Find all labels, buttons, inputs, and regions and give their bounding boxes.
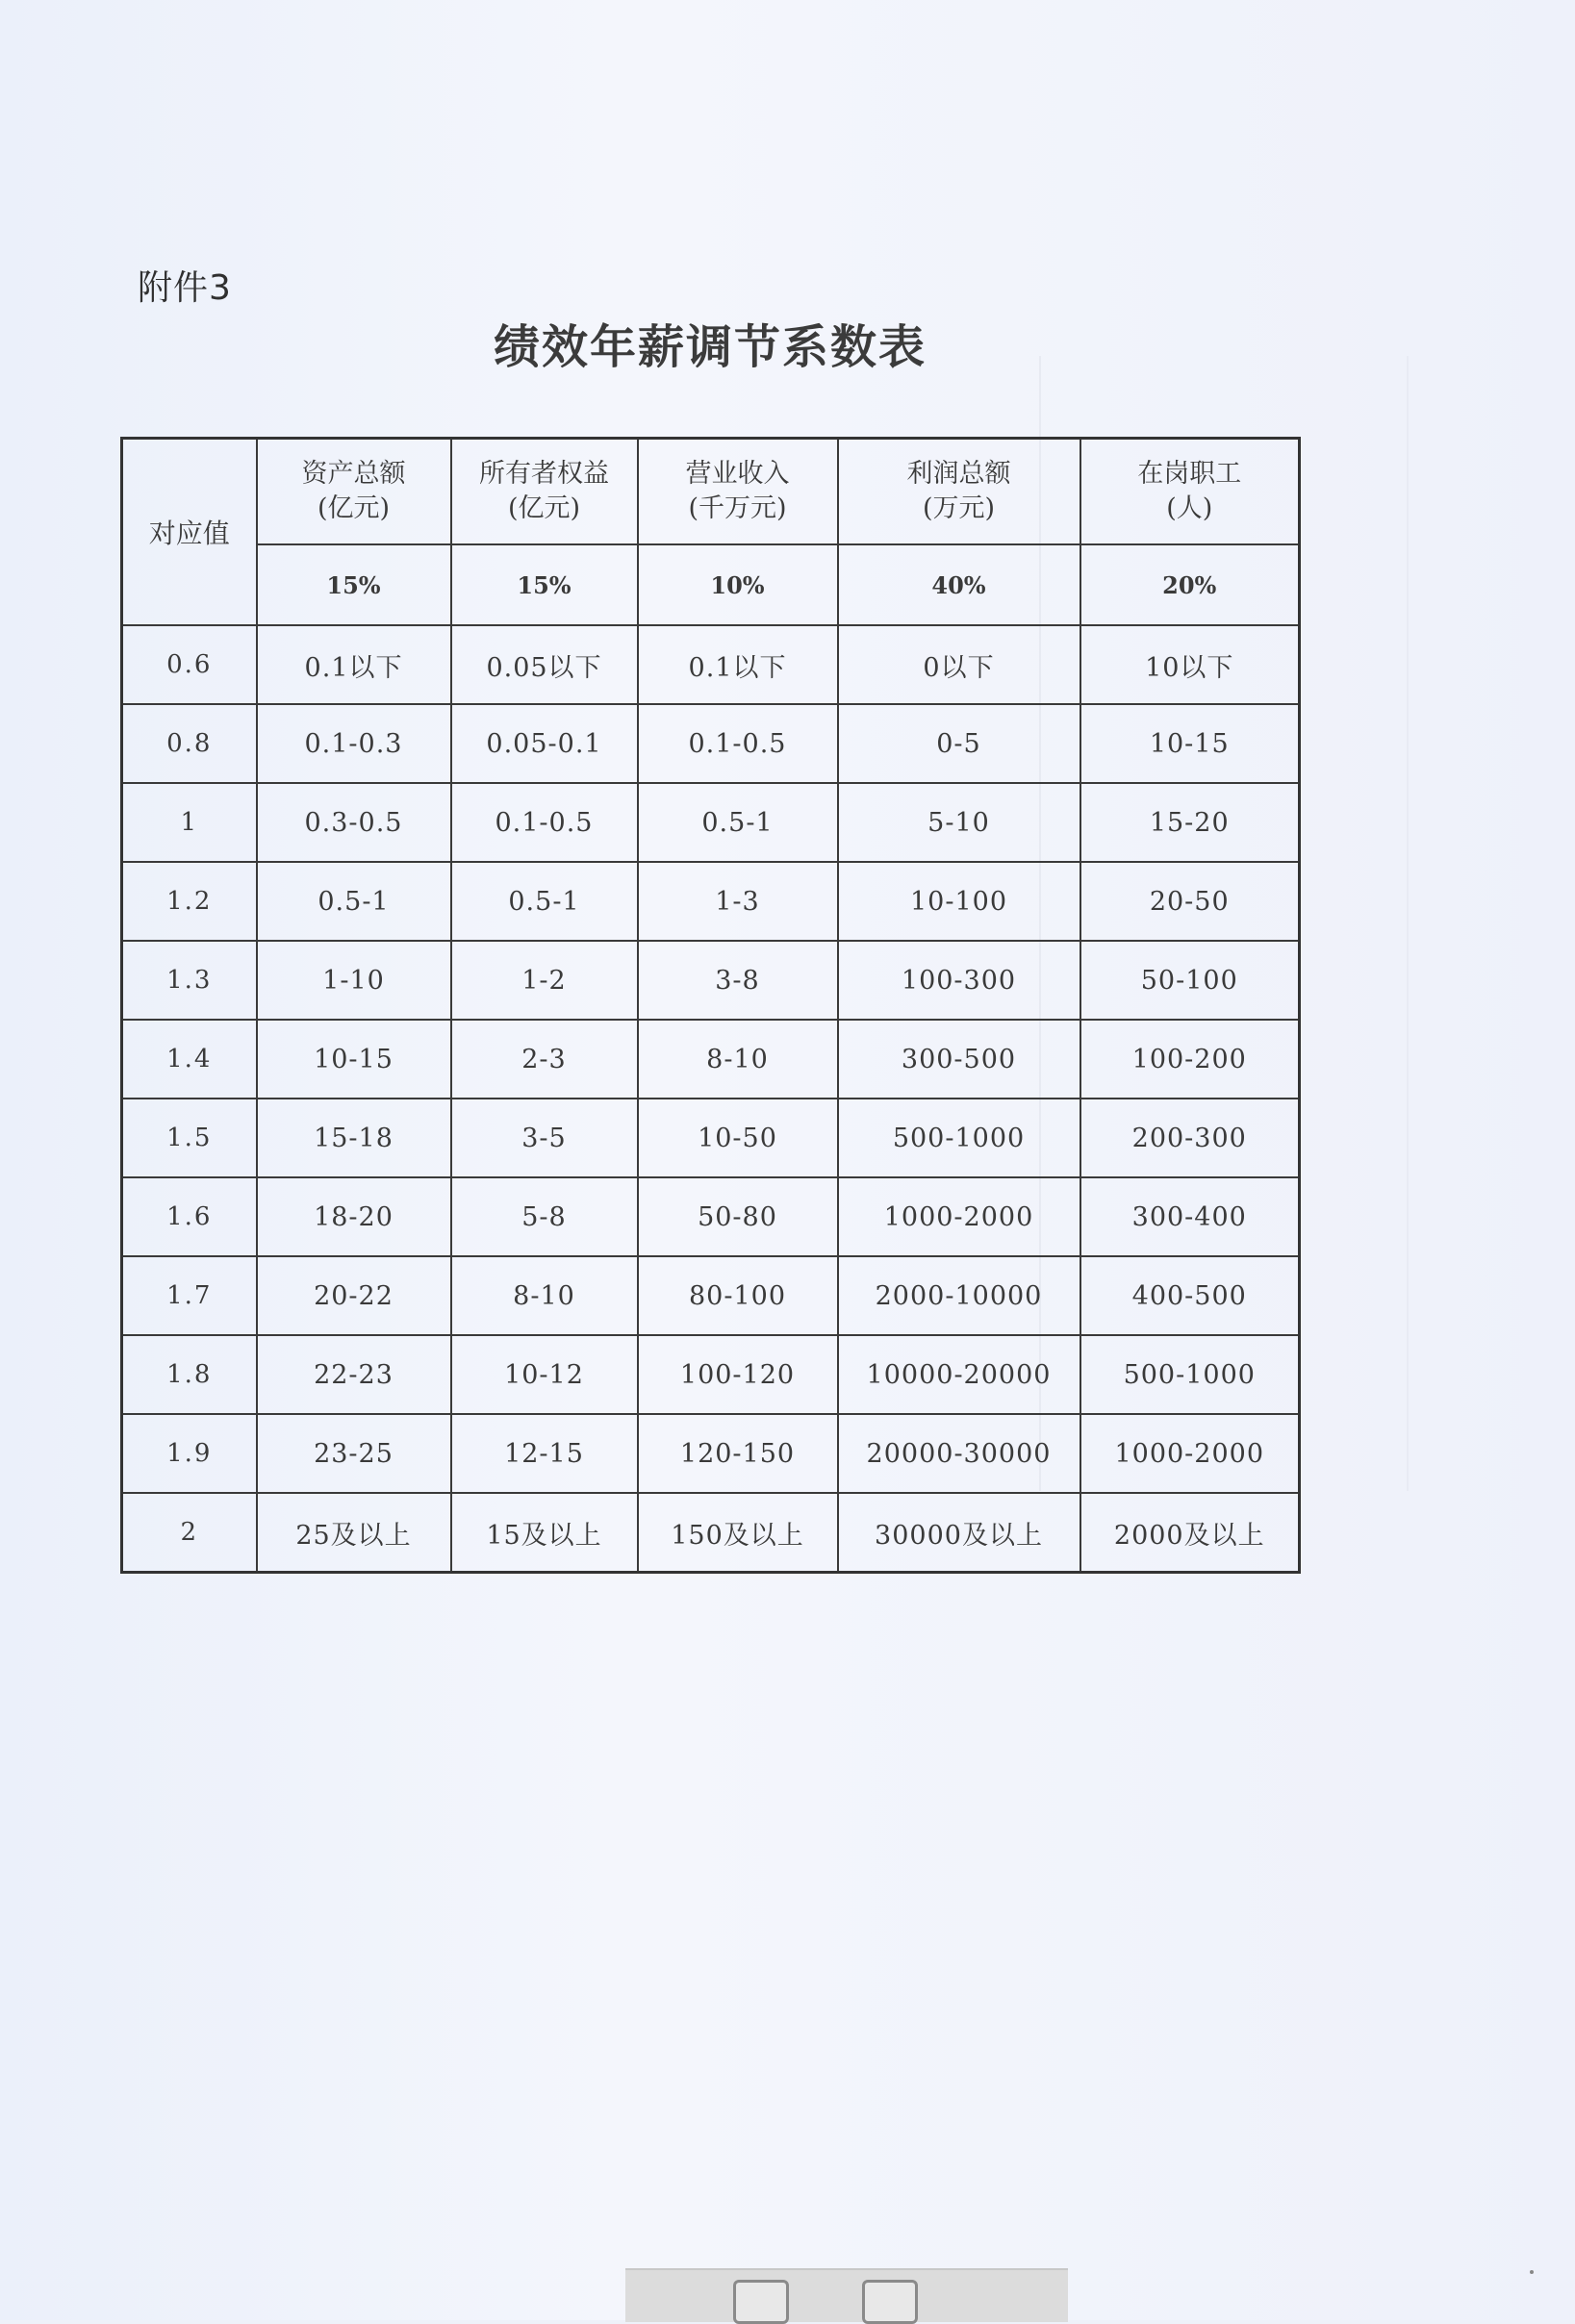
column-header-unit: (亿元) [507, 493, 581, 523]
column-header-name: 利润总额 [906, 459, 1011, 489]
table-row [122, 862, 1300, 941]
table-cell: 100-200 [1080, 1020, 1300, 1099]
table-cell: 15-18 [257, 1099, 451, 1177]
column-header-name: 在岗职工 [1137, 459, 1242, 489]
table-cell: 50-80 [638, 1177, 838, 1256]
row-coefficient: 1.9 [122, 1414, 257, 1493]
table-cell: 15-20 [1080, 783, 1300, 862]
column-weight: 15% [451, 544, 638, 625]
table-cell: 20-22 [257, 1256, 451, 1335]
scanner-edge-mark-icon [733, 2280, 789, 2324]
table-cell: 300-500 [838, 1020, 1080, 1099]
table-cell: 80-100 [638, 1256, 838, 1335]
table-row [122, 1493, 1300, 1573]
table-cell: 100-120 [638, 1335, 838, 1414]
table-cell: 150及以上 [638, 1493, 838, 1573]
table-body [122, 625, 1300, 1573]
corner-header: 对应值 [122, 439, 257, 626]
table-cell: 12-15 [451, 1414, 638, 1493]
table-cell: 10-50 [638, 1099, 838, 1177]
table-cell: 1-2 [451, 941, 638, 1020]
table-cell: 500-1000 [1080, 1335, 1300, 1414]
table-cell: 100-300 [838, 941, 1080, 1020]
table-cell: 0.5-1 [638, 783, 838, 862]
column-header-unit: (万元) [922, 493, 996, 523]
attachment-label: 附件3 [138, 268, 232, 308]
table-row [122, 941, 1300, 1020]
table-cell: 10以下 [1080, 625, 1300, 704]
column-header [838, 439, 1080, 545]
table-cell: 0.1-0.5 [638, 704, 838, 783]
row-coefficient: 1.6 [122, 1177, 257, 1256]
table-cell: 0.5-1 [257, 862, 451, 941]
column-header [451, 439, 638, 545]
table-cell: 1000-2000 [838, 1177, 1080, 1256]
table-cell: 120-150 [638, 1414, 838, 1493]
table-row [122, 1414, 1300, 1493]
column-header-unit: (千万元) [688, 493, 787, 523]
table-cell: 1000-2000 [1080, 1414, 1300, 1493]
table-cell: 20-50 [1080, 862, 1300, 941]
column-header-unit: (亿元) [317, 493, 391, 523]
table-cell: 0.1-0.5 [451, 783, 638, 862]
table-row [122, 704, 1300, 783]
page-title: 绩效年薪调节系数表 [493, 320, 927, 374]
table-cell: 0.05以下 [451, 625, 638, 704]
table-cell: 0.1-0.3 [257, 704, 451, 783]
table-cell: 22-23 [257, 1335, 451, 1414]
table-cell: 3-8 [638, 941, 838, 1020]
table-cell: 0.3-0.5 [257, 783, 451, 862]
coefficient-table-wrapper [120, 437, 1298, 1570]
column-header-name: 所有者权益 [479, 459, 609, 489]
column-weight: 10% [638, 544, 838, 625]
table-cell: 10-15 [257, 1020, 451, 1099]
table-row [122, 625, 1300, 704]
table-cell: 300-400 [1080, 1177, 1300, 1256]
table-cell: 10-12 [451, 1335, 638, 1414]
table-cell: 1-3 [638, 862, 838, 941]
row-coefficient: 0.8 [122, 704, 257, 783]
table-cell: 3-5 [451, 1099, 638, 1177]
table-cell: 0.1以下 [257, 625, 451, 704]
header-row-names [122, 439, 1300, 545]
table-cell: 50-100 [1080, 941, 1300, 1020]
table-cell: 8-10 [638, 1020, 838, 1099]
coefficient-table [120, 437, 1301, 1574]
table-row [122, 1335, 1300, 1414]
table-cell: 0-5 [838, 704, 1080, 783]
table-cell: 8-10 [451, 1256, 638, 1335]
table-cell: 20000-30000 [838, 1414, 1080, 1493]
row-coefficient: 2 [122, 1493, 257, 1573]
column-weight: 15% [257, 544, 451, 625]
row-coefficient: 1 [122, 783, 257, 862]
table-cell: 2-3 [451, 1020, 638, 1099]
table-cell: 18-20 [257, 1177, 451, 1256]
table-cell: 15及以上 [451, 1493, 638, 1573]
table-row [122, 1099, 1300, 1177]
column-header [1080, 439, 1300, 545]
table-cell: 0.05-0.1 [451, 704, 638, 783]
table-cell: 5-8 [451, 1177, 638, 1256]
scanner-edge-mark-icon [862, 2280, 918, 2324]
header-row-weights [122, 544, 1300, 625]
table-cell: 2000-10000 [838, 1256, 1080, 1335]
table-cell: 10-100 [838, 862, 1080, 941]
table-row [122, 1020, 1300, 1099]
row-coefficient: 1.4 [122, 1020, 257, 1099]
table-cell: 0.1以下 [638, 625, 838, 704]
table-row [122, 783, 1300, 862]
table-cell: 25及以上 [257, 1493, 451, 1573]
row-coefficient: 1.5 [122, 1099, 257, 1177]
column-header [257, 439, 451, 545]
table-cell: 400-500 [1080, 1256, 1300, 1335]
table-cell: 30000及以上 [838, 1493, 1080, 1573]
table-cell: 1-10 [257, 941, 451, 1020]
row-coefficient: 1.8 [122, 1335, 257, 1414]
table-cell: 0以下 [838, 625, 1080, 704]
table-row [122, 1177, 1300, 1256]
row-coefficient: 1.7 [122, 1256, 257, 1335]
table-cell: 200-300 [1080, 1099, 1300, 1177]
scanner-edge-strip [625, 2268, 1068, 2322]
row-coefficient: 1.3 [122, 941, 257, 1020]
table-cell: 23-25 [257, 1414, 451, 1493]
row-coefficient: 1.2 [122, 862, 257, 941]
column-weight: 20% [1080, 544, 1300, 625]
column-header-unit: (人) [1166, 493, 1213, 523]
column-weight: 40% [838, 544, 1080, 625]
table-cell: 500-1000 [838, 1099, 1080, 1177]
column-header [638, 439, 838, 545]
scan-speck [1530, 2270, 1534, 2274]
column-header-name: 营业收入 [685, 459, 790, 489]
table-cell: 2000及以上 [1080, 1493, 1300, 1573]
table-cell: 10-15 [1080, 704, 1300, 783]
table-cell: 0.5-1 [451, 862, 638, 941]
table-row [122, 1256, 1300, 1335]
table-cell: 10000-20000 [838, 1335, 1080, 1414]
column-header-name: 资产总额 [301, 459, 406, 489]
table-cell: 5-10 [838, 783, 1080, 862]
row-coefficient: 0.6 [122, 625, 257, 704]
